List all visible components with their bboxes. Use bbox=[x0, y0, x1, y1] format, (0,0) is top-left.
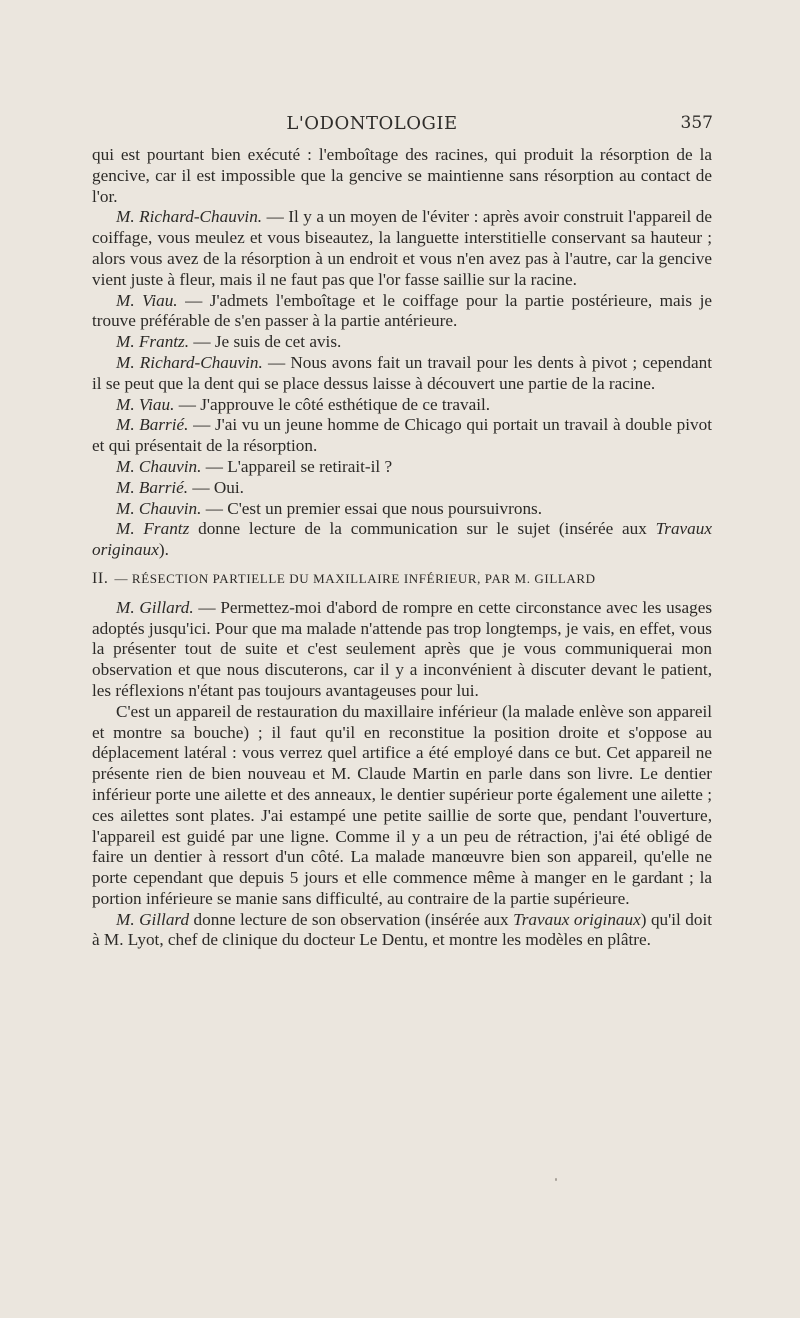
publication-title: Travaux originaux bbox=[513, 909, 641, 929]
paragraph-text: — Oui. bbox=[188, 477, 244, 497]
paragraph bbox=[92, 598, 712, 702]
paragraph-text: — L'appareil se retirait-il ? bbox=[201, 456, 393, 476]
section-title: — RÉSECTION PARTIELLE DU MAXILLAIRE INFÉRIEUR, PAR M. GILLARD bbox=[114, 570, 596, 586]
paragraph bbox=[92, 457, 712, 478]
paragraph bbox=[92, 519, 712, 561]
running-header bbox=[92, 113, 712, 139]
paragraph-text: — C'est un premier essai que nous poursuivrons. bbox=[201, 498, 543, 518]
speaker-name: M. Chauvin. bbox=[116, 498, 202, 518]
speaker-name: M. Viau. bbox=[116, 394, 175, 414]
paragraph-text: qui est pourtant bien exécuté : l'emboîtage des racines, qui produit la résorption de la gencive, car il est impossible que la gencive se maintienne sans résorption au contact de l'or. bbox=[92, 145, 712, 206]
speaker-name: M. Richard-Chauvin. bbox=[116, 352, 263, 372]
paragraph bbox=[92, 910, 712, 952]
paragraph bbox=[92, 291, 712, 333]
paragraph bbox=[92, 702, 712, 910]
running-title: L'ODONTOLOGIE bbox=[286, 113, 458, 134]
speaker-name: M. Frantz. bbox=[116, 332, 190, 352]
paragraph-text: — J'ai vu un jeune homme de Chicago qui portait un travail à double pivot et qui présentait de la résorption. bbox=[92, 415, 712, 456]
paragraph-text: — J'admets l'emboîtage et le coiffage pour la partie postérieure, mais je trouve préférable de s'en passer à la partie antérieure. bbox=[92, 290, 712, 331]
paragraph bbox=[92, 207, 712, 290]
paragraph-text: — Permettez-moi d'abord de rompre en cette circonstance avec les usages adoptés jusqu'ici. Pour que ma malade n'attende pas trop longtemps, je vais, en effet, vous la présenter tout de suite et c'est seulement après que je vous communiquerai mon observation et que nous discuterons, car il y a inconvénient à discuter devant le patient, les réflexions n'étant pas toujours avantageuses pour lui. bbox=[92, 597, 713, 700]
paper-speck bbox=[555, 1178, 557, 1181]
paragraph-tail: ). bbox=[158, 540, 169, 560]
speaker-name: M. Viau. bbox=[116, 290, 178, 310]
paragraph-text: — Il y a un moyen de l'éviter : après avoir construit l'appareil de coiffage, vous meulez et vous biseautez, la languette interstitielle conservant sa hauteur ; alors vous avez de la résorption à un endroit et vous n'en avez pas à l'autre, car la gencive vient juste à fleur, mais il ne faut pas que l'or fasse saillie sur la racine. bbox=[92, 207, 712, 289]
speaker-name: M. Gillard. bbox=[116, 597, 194, 617]
speaker-name: M. Gillard bbox=[116, 909, 190, 929]
speaker-name: M. Barrié. bbox=[116, 415, 189, 435]
paragraph-text: — Nous avons fait un travail pour les dents à pivot ; cependant il se peut que la dent qui se place dessus laisse à découvert une partie de la racine. bbox=[92, 352, 712, 393]
paragraph bbox=[92, 499, 712, 520]
paragraph-text: donne lecture de la communication sur le sujet (insérée aux bbox=[189, 519, 656, 539]
paragraph bbox=[92, 395, 712, 416]
publication-title: Travaux originaux bbox=[92, 519, 712, 560]
paragraph bbox=[92, 145, 712, 207]
paragraph bbox=[92, 415, 712, 457]
speaker-name: M. Richard-Chauvin. bbox=[116, 207, 263, 227]
speaker-name: M. Barrié. bbox=[116, 477, 189, 497]
section-number: II. bbox=[92, 569, 109, 587]
paragraph-tail: ) qu'il doit à M. Lyot, chef de clinique du docteur Le Dentu, et montre les modèles en plâtre. bbox=[92, 909, 712, 950]
paragraph-text: — Je suis de cet avis. bbox=[189, 332, 342, 352]
paragraph-text: C'est un appareil de restauration du maxillaire inférieur (la malade enlève son appareil et montre sa bouche) ; il faut qu'il en reconstitue la position droite et s'oppose au déplacement latéral : vous verrez quel artifice a été employé dans ce but. Cet appareil ne présente rien de bien nouveau et M. Claude Martin en parle dans son livre. Le dentier inférieur porte une ailette et des anneaux, le dentier supérieur porte également une ailette ; ces ailettes sont plates. J'ai estampé une petite saillie de sorte que, pendant l'ouverture, l'appareil est guidé par une ligne. Comme il y a un peu de rétraction, j'ai été obligé de faire un dentier à ressort d'un côté. La malade manœuvre bien son appareil, qu'elle ne porte cependant que depuis 5 jours et elle commence même à manger en le gardant ; la portion inférieure se manie sans difficulté, au contraire de la partie supérieure. bbox=[92, 701, 712, 908]
paragraph bbox=[92, 478, 712, 499]
body-text bbox=[92, 145, 712, 951]
section-heading bbox=[92, 569, 712, 590]
paragraph-text: donne lecture de son observation (insérée aux bbox=[189, 909, 514, 929]
paragraph-text: — J'approuve le côté esthétique de ce travail. bbox=[174, 394, 491, 414]
speaker-name: M. Chauvin. bbox=[116, 456, 202, 476]
speaker-name: M. Frantz bbox=[116, 519, 190, 539]
page-number: 357 bbox=[680, 113, 713, 133]
paragraph bbox=[92, 353, 712, 395]
paragraph bbox=[92, 332, 712, 353]
